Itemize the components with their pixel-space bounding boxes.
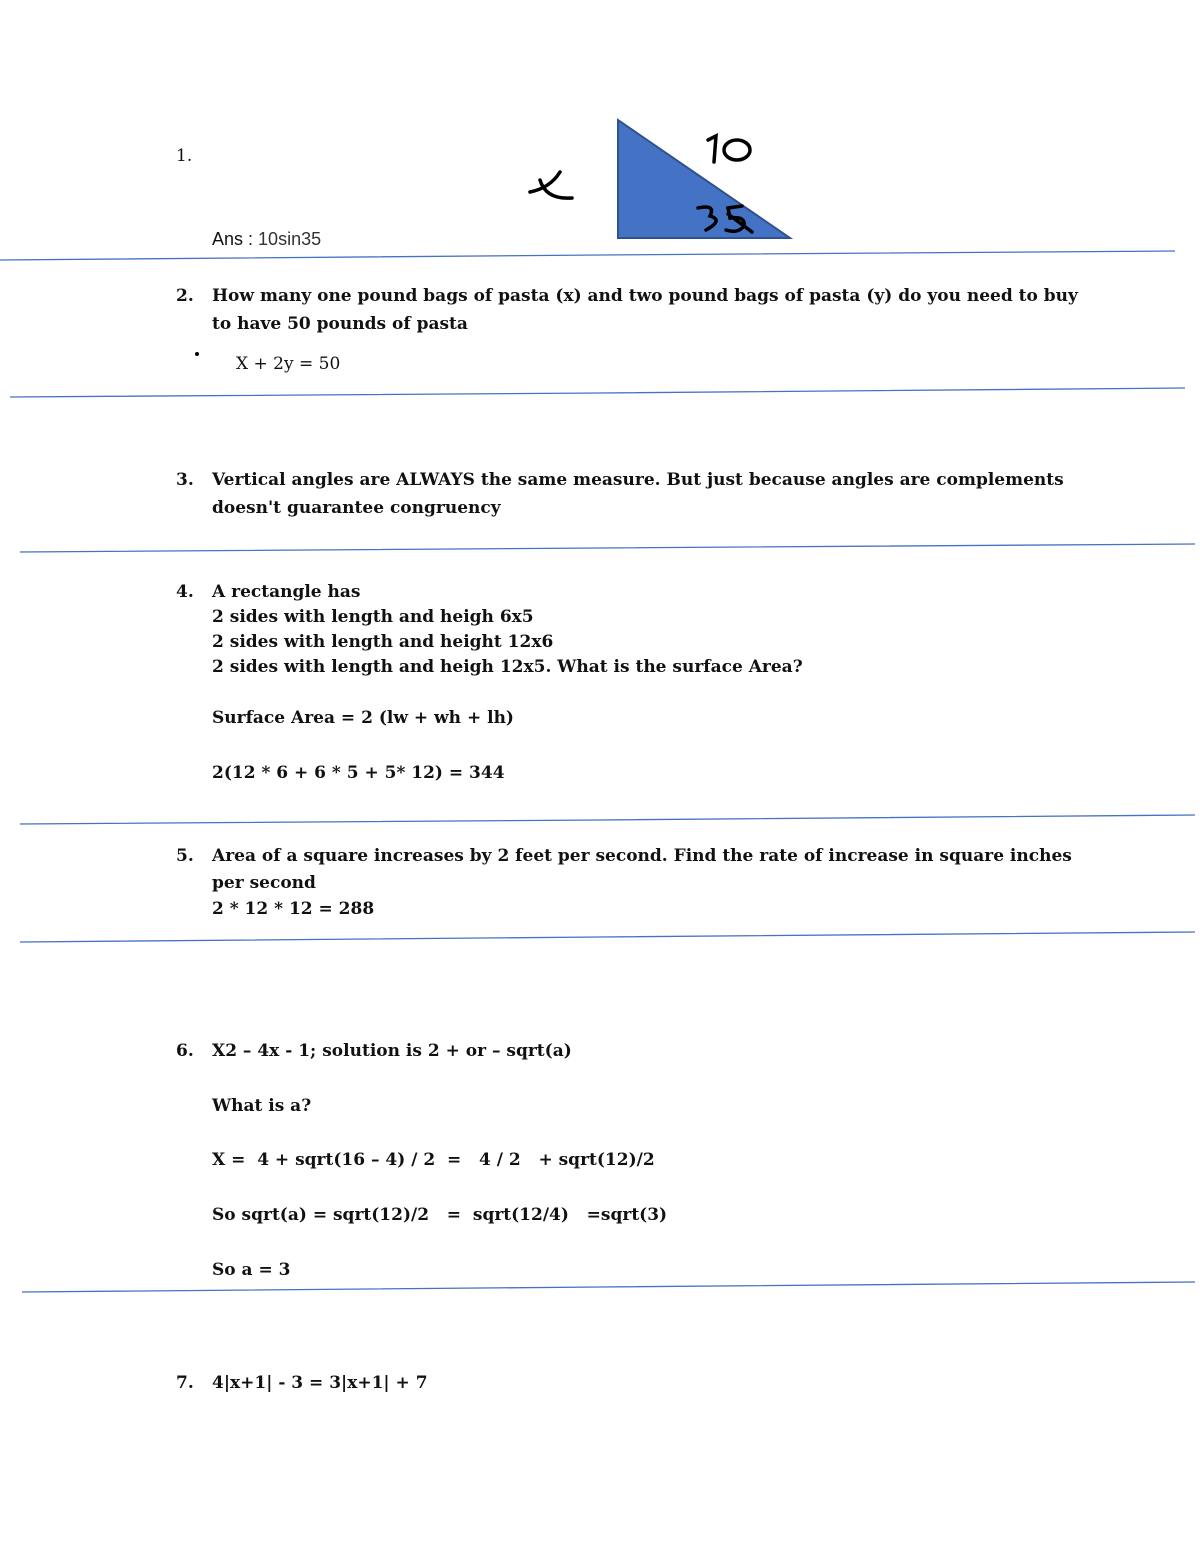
stray-dot <box>195 352 199 356</box>
triangle-shape <box>618 120 790 238</box>
q6-number: 6. <box>176 1041 194 1061</box>
divider-line <box>20 932 1195 942</box>
side-label-x <box>530 172 572 198</box>
q5-number: 5. <box>176 846 194 866</box>
q4-line: A rectangle has <box>212 582 361 602</box>
q3-number: 3. <box>176 470 194 490</box>
divider-line <box>10 388 1185 397</box>
q5-line2: per second <box>212 873 316 893</box>
q4-line: 2 sides with length and heigh 12x5. What is the surface Area? <box>212 657 803 677</box>
triangle-figure <box>520 110 810 250</box>
q5-calc: 2 * 12 * 12 = 288 <box>212 899 375 919</box>
q2-equation: X + 2y = 50 <box>236 354 341 374</box>
q4-number: 4. <box>176 582 194 602</box>
q2-question-line2: to have 50 pounds of pasta <box>212 314 468 334</box>
q7-number: 7. <box>176 1373 194 1393</box>
q1-answer <box>212 229 321 250</box>
q4-line: 2 sides with length and height 12x6 <box>212 632 554 652</box>
q6-problem: X2 – 4x - 1; solution is 2 + or – sqrt(a) <box>212 1041 572 1061</box>
divider-line <box>20 815 1195 824</box>
q6-result: So a = 3 <box>212 1260 291 1280</box>
q3-line2: doesn't guarantee congruency <box>212 498 501 518</box>
q6-step2: So sqrt(a) = sqrt(12)/2 = sqrt(12/4) =sqrt(3) <box>212 1205 668 1225</box>
q3-line1: Vertical angles are ALWAYS the same measure. But just because angles are complements <box>212 470 1064 490</box>
q2-question-line1: How many one pound bags of pasta (x) and two pound bags of pasta (y) do you need to buy <box>212 286 1078 306</box>
q5-line1: Area of a square increases by 2 feet per second. Find the rate of increase in square inches <box>212 846 1072 866</box>
q6-ask: What is a? <box>212 1096 312 1116</box>
q6-step1: X = 4 + sqrt(16 – 4) / 2 = 4 / 2 + sqrt(12)/2 <box>212 1150 655 1170</box>
q4-line: 2 sides with length and heigh 6x5 <box>212 607 534 627</box>
divider-line <box>0 251 1175 260</box>
q7-problem: 4|x+1| - 3 = 3|x+1| + 7 <box>212 1373 428 1393</box>
q4-formula: Surface Area = 2 (lw + wh + lh) <box>212 708 514 728</box>
q1-number: 1. <box>176 146 193 166</box>
q1-answer-value: 10sin35 <box>258 229 322 249</box>
divider-line <box>22 1282 1195 1292</box>
q1-answer-label: Ans : <box>212 229 254 249</box>
q2-number: 2. <box>176 286 194 306</box>
divider-line <box>20 544 1195 552</box>
q4-calc: 2(12 * 6 + 6 * 5 + 5* 12) = 344 <box>212 763 505 783</box>
hypotenuse-label-10 <box>708 136 750 162</box>
